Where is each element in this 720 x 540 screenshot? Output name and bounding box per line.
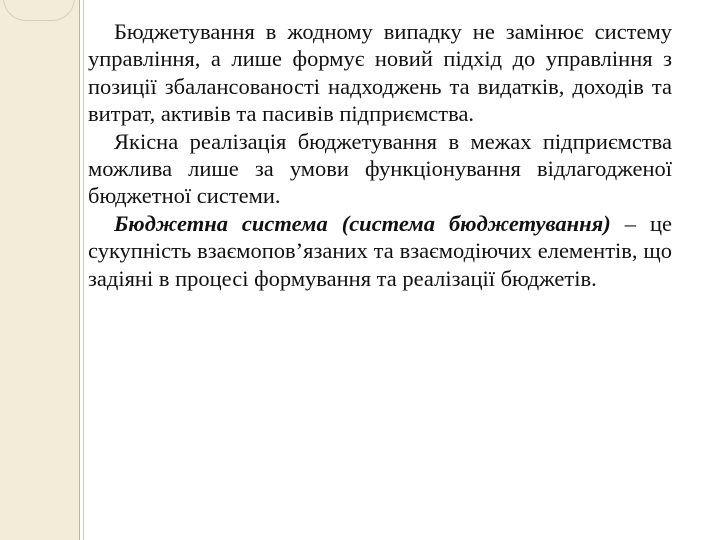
paragraph-2-text: Якісна реалізація бюджетування в межах підприємства можлива лише за умови функціонування відлагодженої бюджетної системи. [88,128,672,209]
paragraph-3 [88,210,672,292]
paragraph-2 [88,128,672,210]
paragraph-1 [88,18,672,128]
decorative-arc [3,0,75,21]
divider-line [79,0,80,540]
slide-text-body [88,18,672,292]
paragraph-1-text: Бюджетування в жодному випадку не замінює систему управління, а лише формує новий підхід до управління з позиції збалансованості надходжень та видатків, доходів та витрат, активів та пасивів підприємства. [88,19,672,127]
paragraph-3-text: – це сукупність взаємопов’язаних та взаємодіючих елементів, що задіяні в процесі формування та реалізації бюджетів. [88,210,672,291]
left-decorative-band [0,0,79,540]
definition-term: Бюджетна система (система бюджетування) [114,210,611,236]
divider-line-inner [83,0,84,540]
